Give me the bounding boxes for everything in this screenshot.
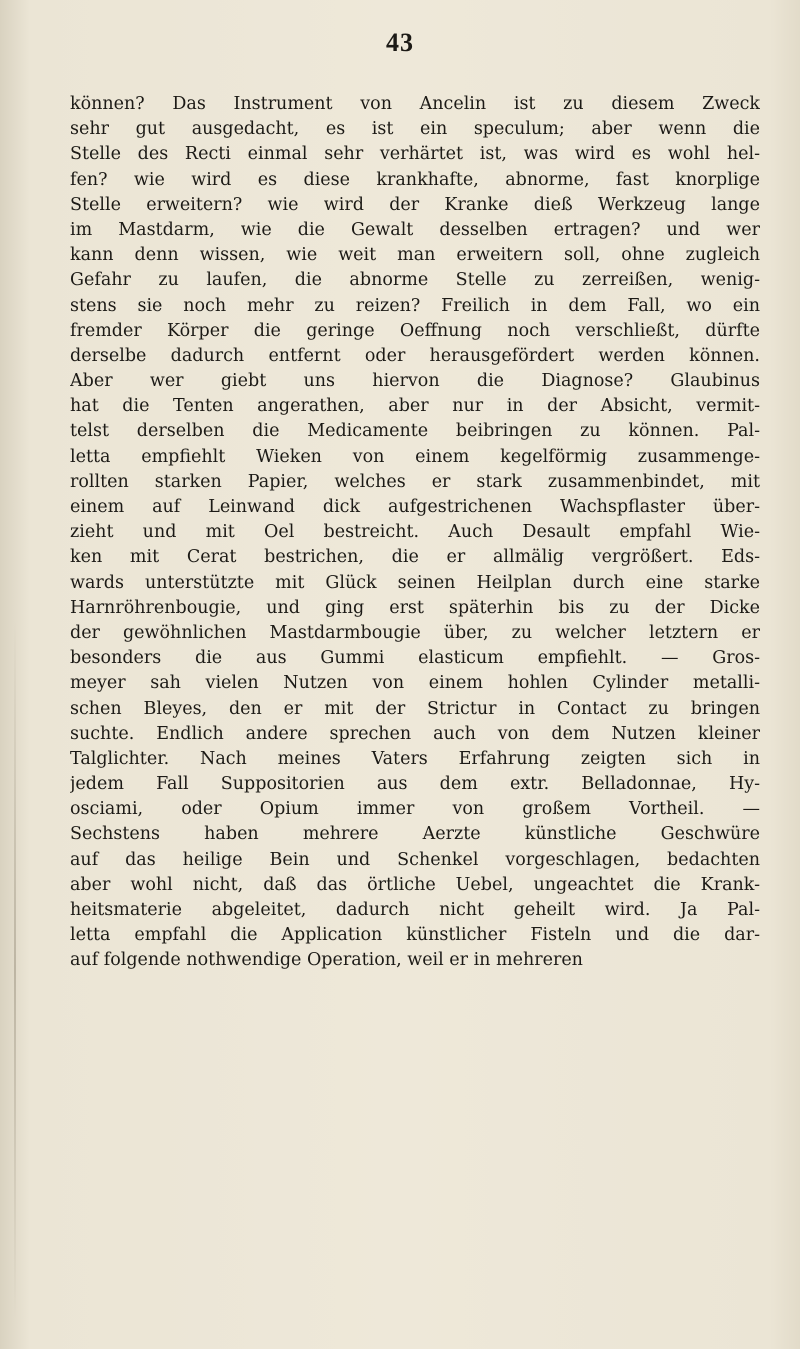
text-line: schen Bleyes, den er mit der Strictur in Contact zu bringen	[70, 698, 760, 719]
body-text	[70, 92, 760, 974]
text-line: der gewöhnlichen Mastdarmbougie über, zu welcher letztern er	[70, 622, 760, 643]
text-line: aber wohl nicht, daß das örtliche Uebel, ungeachtet die Krank-	[70, 874, 760, 895]
text-line: jedem Fall Suppositorien aus dem extr. Belladonnae, Hy-	[70, 774, 760, 795]
binding-shadow	[14, 620, 16, 1320]
text-line: Stelle erweitern? wie wird der Kranke dieß Werkzeug lange	[70, 194, 760, 215]
text-line: stens sie noch mehr zu reizen? Freilich in dem Fall, wo ein	[70, 295, 760, 316]
text-line: hat die Tenten angerathen, aber nur in der Absicht, vermit-	[70, 396, 760, 417]
text-line: besonders die aus Gummi elasticum empfiehlt. — Gros-	[70, 648, 760, 669]
text-line: sehr gut ausgedacht, es ist ein speculum; aber wenn die	[70, 119, 760, 140]
text-line: zieht und mit Oel bestreicht. Auch Desault empfahl Wie-	[70, 522, 760, 543]
text-line: im Mastdarm, wie die Gewalt desselben ertragen? und wer	[70, 219, 760, 240]
text-line: osciami, oder Opium immer von großem Vortheil. —	[70, 799, 760, 820]
text-line: kann denn wissen, wie weit man erweitern soll, ohne zugleich	[70, 245, 760, 266]
text-line: Aber wer giebt uns hiervon die Diagnose? Glaubinus	[70, 371, 760, 392]
text-line: rollten starken Papier, welches er stark zusammenbindet, mit	[70, 471, 760, 492]
text-line: Stelle des Recti einmal sehr verhärtet ist, was wird es wohl hel-	[70, 144, 760, 165]
text-line: ken mit Cerat bestrichen, die er allmälig vergrößert. Eds-	[70, 547, 760, 568]
text-line: letta empfiehlt Wieken von einem kegelförmig zusammenge-	[70, 446, 760, 467]
text-line: wards unterstützte mit Glück seinen Heilplan durch eine starke	[70, 572, 760, 593]
text-line: fremder Körper die geringe Oeffnung noch verschließt, dürfte	[70, 320, 760, 341]
text-line: heitsmaterie abgeleitet, dadurch nicht geheilt wird. Ja Pal-	[70, 900, 760, 920]
text-line: Sechstens haben mehrere Aerzte künstliche Geschwüre	[70, 824, 760, 845]
text-line: telst derselben die Medicamente beibringen zu können. Pal-	[70, 421, 760, 442]
text-line: meyer sah vielen Nutzen von einem hohlen Cylinder metalli-	[70, 673, 760, 694]
text-line: einem auf Leinwand dick aufgestrichenen Wachspflaster über-	[70, 497, 760, 517]
text-line: letta empfahl die Application künstlicher Fisteln und die dar-	[70, 925, 760, 946]
text-line: Harnröhrenbougie, und ging erst späterhin bis zu der Dicke	[70, 597, 760, 618]
text-line: auf folgende nothwendige Operation, weil er in mehreren	[70, 950, 583, 971]
page-number: 43	[386, 28, 414, 57]
text-line: Talglichter. Nach meines Vaters Erfahrung zeigten sich in	[70, 748, 760, 769]
text-line: auf das heilige Bein und Schenkel vorgeschlagen, bedachten	[70, 849, 760, 870]
text-line: derselbe dadurch entfernt oder herausgefördert werden können.	[70, 345, 760, 366]
text-line: Gefahr zu laufen, die abnorme Stelle zu zerreißen, wenig-	[70, 270, 760, 291]
text-line: suchte. Endlich andere sprechen auch von dem Nutzen kleiner	[70, 723, 760, 744]
text-line: fen? wie wird es diese krankhafte, abnorme, fast knorplige	[70, 169, 760, 190]
text-line: können? Das Instrument von Ancelin ist zu diesem Zweck	[70, 94, 760, 114]
